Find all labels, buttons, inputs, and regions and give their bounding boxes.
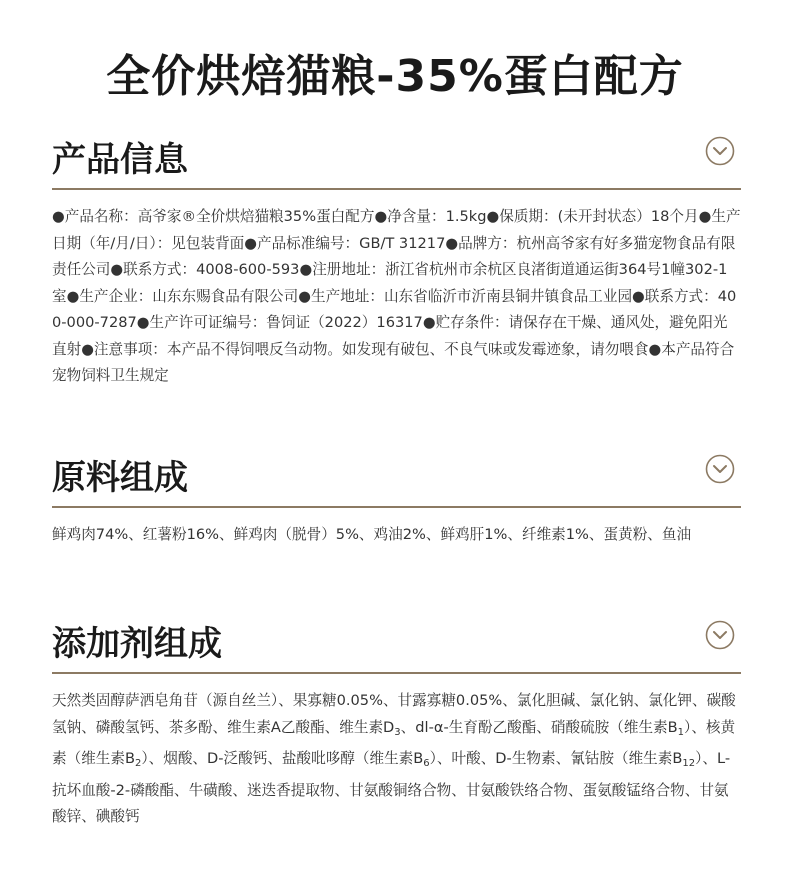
product-info-header[interactable] (52, 128, 741, 190)
ingredients-section (52, 446, 741, 549)
subscript: 1 (677, 726, 685, 738)
additives-header[interactable] (52, 612, 741, 674)
subscript: 12 (682, 758, 696, 769)
ingredients-header[interactable] (52, 446, 741, 508)
additives-text-part: 天然类固醇萨洒皂角苷（源自丝兰）、果寡糖0.05%、甘露寡糖0.05%、氯化胆碱、氯化钠、氯化钾、碳酸氢钠、磷酸氢钙、茶多酚、维生素A乙酸酯、维生素D (52, 692, 736, 736)
additives-section (52, 612, 741, 831)
subscript: 2 (134, 758, 142, 769)
page-title: 全价烘焙猫粮-35%蛋白配方 (106, 51, 684, 102)
section-title: 添加剂组成 (52, 624, 222, 664)
additives-text-part: 、dl-α-生育酚乙酸酯、硝酸硫胺（维生素B (400, 718, 678, 736)
section-title: 原料组成 (52, 458, 188, 498)
additives-text (52, 688, 741, 831)
chevron-down-circle-icon[interactable] (705, 136, 735, 166)
section-title: 产品信息 (52, 140, 188, 180)
additives-text-part: ）、核黄素（维生素B (52, 718, 736, 767)
chevron-down-circle-icon[interactable] (705, 454, 735, 484)
chevron-down-circle-icon[interactable] (705, 620, 735, 650)
additives-text-part: ）、叶酸、D-生物素、氰钴胺（维生素B (429, 750, 683, 767)
ingredients-text: 鲜鸡肉74%、红薯粉16%、鲜鸡肉（脱骨）5%、鸡油2%、鲜鸡肝1%、纤维素1%、蛋黄粉、鱼油 (52, 526, 692, 543)
subscript: 6 (423, 758, 430, 769)
product-info-section (52, 128, 741, 390)
product-info-text: ●产品名称：高爷家®全价烘焙猫粮35%蛋白配方●净含量：1.5kg●保质期：(未开封状态）18个月●生产日期（年/月/日）：见包装背面●产品标准编号：GB/T 31217●品牌方：杭州高爷家有好多猫宠物食品有限责任公司●联系方式：4008-600-593●注册地址：浙江省杭州市余杭区良渚街道通运街364号1幢302-1室●生产企业：山东东赐食品有限公司●生产地址：山东省临沂市沂南县铜井镇食品工业园●联系方式：400-000-7287●生产许可证编号：鲁饲证（2022）16317●贮存条件：请保存在干燥、通风处，避免阳光直射●注意事项：本产品不得饲喂反刍动物。如发现有破包、不良气味或发霉迹象，请勿喂食●本产品符合宠物饲料卫生规定 (52, 208, 741, 384)
additives-text-part: ）、L-抗坏血酸-2-磷酸酯、牛磺酸、迷迭香提取物、甘氨酸铜络合物、甘氨酸铁络合物、蛋氨酸锰络合物、甘氨酸锌、碘酸钙 (52, 750, 731, 825)
additives-text-part: ）、烟酸、D-泛酸钙、盐酸吡哆醇（维生素B (141, 750, 424, 767)
subscript: 3 (394, 726, 401, 738)
